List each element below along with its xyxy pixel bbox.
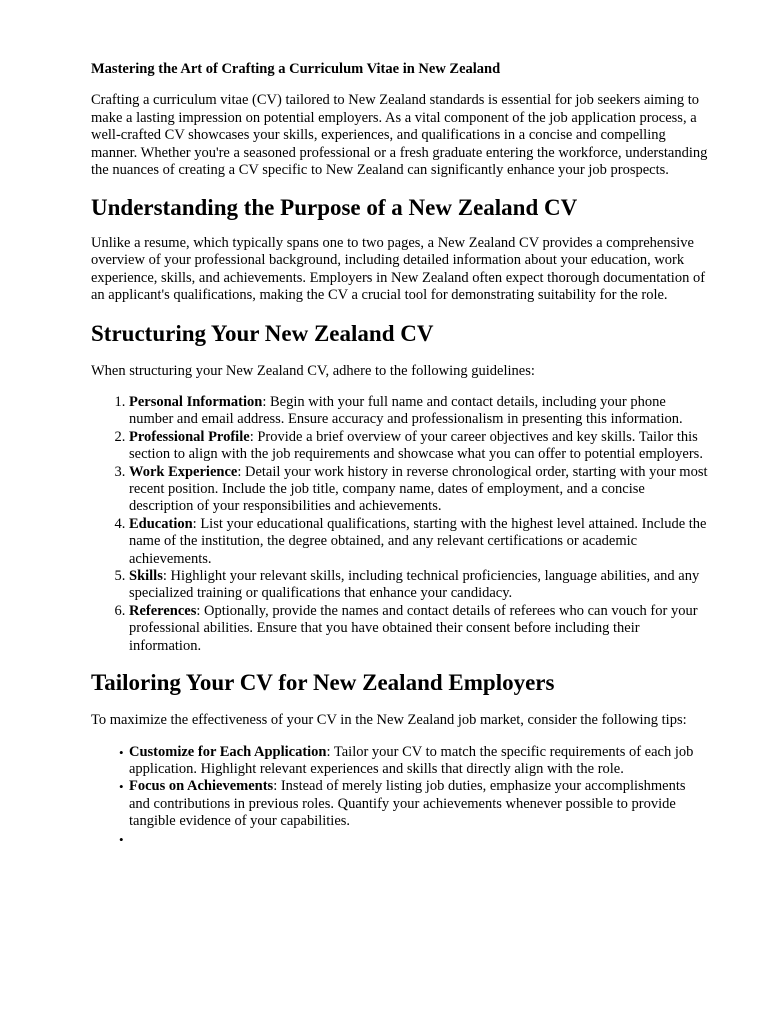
list-item-term: Education (129, 515, 193, 532)
list-item-text: : List your educational qualifications, starting with the highest level attained. Include the name of the institution, the degree obtained, and any relevant certifications or academic achievements. (129, 515, 707, 567)
list-item-term: Skills (129, 568, 163, 585)
list-item (91, 778, 710, 830)
list-item (91, 831, 710, 849)
list-item-text: : Tailor your CV to match the specific requirements of each job application. Highlight relevant experiences and skills that directly align with the role. (129, 743, 694, 777)
structure-heading: Structuring Your New Zealand CV (91, 320, 434, 346)
list-item (129, 568, 710, 603)
structure-intro: When structuring your New Zealand CV, adhere to the following guidelines: (91, 362, 535, 379)
list-item-text: : Detail your work history in reverse chronological order, starting with your most recent position. Include the job title, company name, dates of employment, and a concise description of your responsibilities and achievements. (129, 463, 708, 515)
tailoring-heading: Tailoring Your CV for New Zealand Employers (91, 670, 555, 696)
list-item (129, 429, 710, 464)
list-item-text: : Optionally, provide the names and contact details of referees who can vouch for your professional abilities. Ensure that you have obtained their consent before including their information. (129, 602, 698, 654)
list-item (129, 516, 710, 568)
list-item-term: Customize for Each Application (129, 743, 327, 760)
intro-paragraph: Crafting a curriculum vitae (CV) tailored to New Zealand standards is essential for job seekers aiming to make a lasting impression on potential employers. As a vital component of the job application process, a well-crafted CV showcases your skills, experiences, and qualifications in a concise and compelling manner. Whether you're a seasoned professional or a fresh graduate entering the workforce, understanding the nuances of creating a CV specific to New Zealand can significantly enhance your job prospects. (91, 92, 708, 178)
list-item-text: : Highlight your relevant skills, including technical proficiencies, language abilities, and any specialized training or qualifications that enhance your candidacy. (129, 568, 700, 602)
bullet-icon: • (119, 744, 124, 760)
bullet-icon: • (119, 831, 124, 847)
list-item-term: Personal Information (129, 394, 263, 410)
list-item (129, 394, 710, 429)
list-item-text: : Provide a brief overview of your career objectives and key skills. Tailor this section to align with the job requirements and showcase what you can offer to potential employers. (129, 428, 703, 463)
list-item-text: : Instead of merely listing job duties, emphasize your accomplishments and contributions in previous roles. Quantify your achievements whenever possible to provide tangible evidence of your capabilities. (129, 778, 686, 830)
list-item-term: Work Experience (129, 463, 238, 480)
structure-guidelines-list (91, 394, 710, 655)
document-title: Mastering the Art of Crafting a Curriculum Vitae in New Zealand (91, 61, 501, 77)
list-item-term: References (129, 602, 197, 619)
list-item (129, 464, 710, 516)
tailoring-intro: To maximize the effectiveness of your CV in the New Zealand job market, consider the following tips: (91, 712, 687, 729)
list-item (91, 744, 710, 779)
list-item-term: Professional Profile (129, 428, 250, 445)
purpose-heading: Understanding the Purpose of a New Zealand CV (91, 194, 578, 220)
list-item-term: Focus on Achievements (129, 778, 274, 795)
list-item (129, 603, 710, 655)
bullet-icon: • (119, 779, 124, 795)
tailoring-tips-list (91, 744, 710, 849)
purpose-paragraph: Unlike a resume, which typically spans one to two pages, a New Zealand CV provides a comprehensive overview of your professional background, including detailed information about your education, work experience, skills, and achievements. Employers in New Zealand often expect thorough documentation of an applicant's qualifications, making the CV a crucial tool for demonstrating suitability for the role. (91, 234, 706, 303)
list-item-text: : Begin with your full name and contact details, including your phone number and email address. Ensure accuracy and professionalism in presenting this information. (129, 394, 683, 428)
